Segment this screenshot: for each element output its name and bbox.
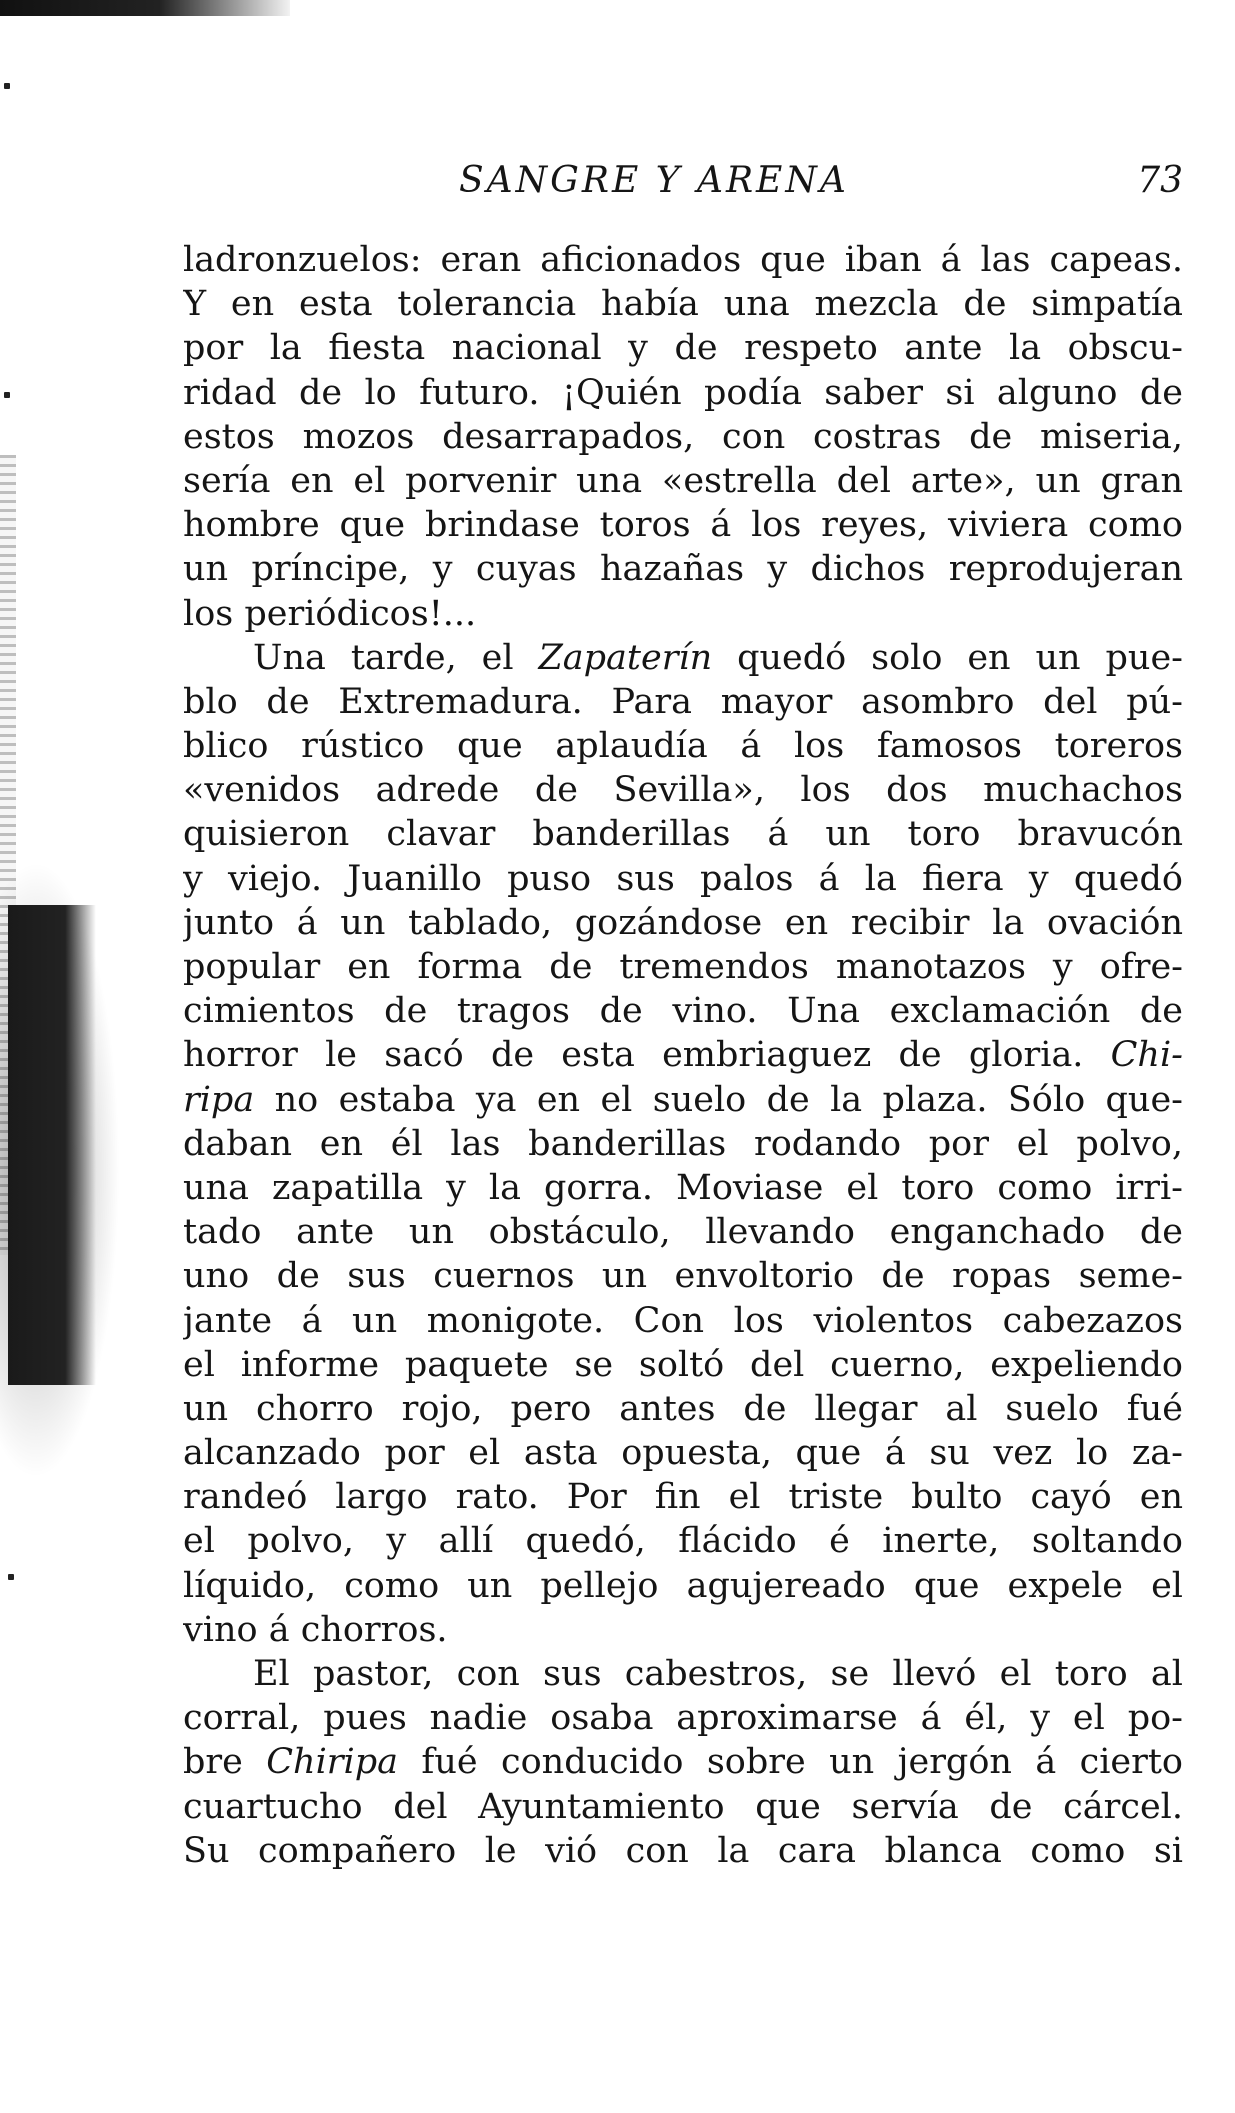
text-line <box>183 636 1183 680</box>
text-line: vino á chorros. <box>183 1609 448 1650</box>
text-segment: no estaba ya en el suelo de la plaza. Sólo que- <box>254 1079 1183 1120</box>
text-line <box>183 1033 1183 1077</box>
text-line: sería en el porvenir una «estrella del arte», un gran <box>183 460 1183 501</box>
text-segment: bre <box>183 1742 267 1783</box>
text-line: popular en forma de tremendos manotazos y ofre- <box>183 947 1183 987</box>
italic-name: Chi- <box>1110 1035 1183 1076</box>
text-line: «venidos adrede de Sevilla», los dos muchachos <box>183 770 1183 811</box>
scan-shadow-block <box>8 905 96 1385</box>
text-line: cuartucho del Ayuntamiento que servía de cárcel. <box>183 1786 1183 1827</box>
text-line: junto á un tablado, gozándose en recibir la ovación <box>183 902 1183 943</box>
text-line: Y en esta tolerancia había una mezcla de simpatía <box>183 284 1183 325</box>
scan-mark <box>4 392 10 398</box>
scan-mark <box>4 83 10 89</box>
text-segment: horror le sacó de esta embriaguez de gloria. <box>183 1035 1111 1076</box>
text-line <box>183 1740 1183 1784</box>
text-line: y viejo. Juanillo puso sus palos á la fiera y quedó <box>183 858 1183 899</box>
text-line: tado ante un obstáculo, llevando enganchado de <box>183 1212 1183 1253</box>
text-line: el polvo, y allí quedó, flácido é inerte, soltando <box>183 1521 1183 1562</box>
text-line <box>183 1078 1183 1122</box>
text-line: Su compañero le vió con la cara blanca como si <box>183 1830 1183 1871</box>
page-header <box>183 160 1183 204</box>
running-title: SANGRE Y ARENA <box>459 160 849 201</box>
text-line: por la fiesta nacional y de respeto ante la obscu- <box>183 328 1183 369</box>
text-line: el informe paquete se soltó del cuerno, expeliendo <box>183 1344 1183 1385</box>
text-line: jante á un monigote. Con los violentos cabezazos <box>183 1300 1183 1341</box>
text-line: líquido, como un pellejo agujereado que expele el <box>183 1565 1183 1606</box>
text-line: blico rústico que aplaudía á los famosos toreros <box>183 726 1183 767</box>
text-line: uno de sus cuernos un envoltorio de ropas seme- <box>183 1256 1183 1297</box>
text-segment: fué conducido sobre un jergón á cierto <box>397 1742 1183 1783</box>
text-line: estos mozos desarrapados, con costras de miseria, <box>183 416 1183 457</box>
text-line: corral, pues nadie osaba aproximarse á él, y el po- <box>183 1698 1183 1739</box>
text-line: los periódicos!... <box>183 593 477 634</box>
italic-name: Chiripa <box>266 1742 398 1783</box>
text-line: un chorro rojo, pero antes de llegar al suelo fué <box>183 1388 1183 1429</box>
text-segment: Una tarde, el <box>253 637 539 678</box>
text-line: ridad de lo futuro. ¡Quién podía saber si alguno de <box>183 372 1183 413</box>
body-text <box>183 238 1183 1873</box>
text-line: un príncipe, y cuyas hazañas y dichos reprodujeran <box>183 549 1183 590</box>
page-number: 73 <box>1137 160 1183 201</box>
text-line: hombre que brindase toros á los reyes, viviera como <box>183 505 1183 546</box>
text-line: El pastor, con sus cabestros, se llevó el toro al <box>253 1654 1183 1694</box>
text-line: quisieron clavar banderillas á un toro bravucón <box>183 814 1183 855</box>
text-segment: quedó solo en un pue- <box>712 637 1183 678</box>
scan-edge-bar <box>0 0 290 16</box>
text-line: ladronzuelos: eran aficionados que iban á las capeas. <box>183 240 1183 280</box>
italic-name: Zapaterín <box>538 637 713 678</box>
scan-mark <box>8 1574 14 1580</box>
text-line: una zapatilla y la gorra. Moviase el toro como irri- <box>183 1167 1183 1208</box>
text-line: randeó largo rato. Por fin el triste bulto cayó en <box>183 1477 1183 1518</box>
text-line: cimientos de tragos de vino. Una exclamación de <box>183 991 1183 1032</box>
text-line: blo de Extremadura. Para mayor asombro del pú- <box>183 681 1183 722</box>
text-line: alcanzado por el asta opuesta, que á su vez lo za- <box>183 1433 1183 1474</box>
text-line: daban en él las banderillas rodando por el polvo, <box>183 1123 1183 1164</box>
italic-name: ripa <box>183 1079 255 1120</box>
